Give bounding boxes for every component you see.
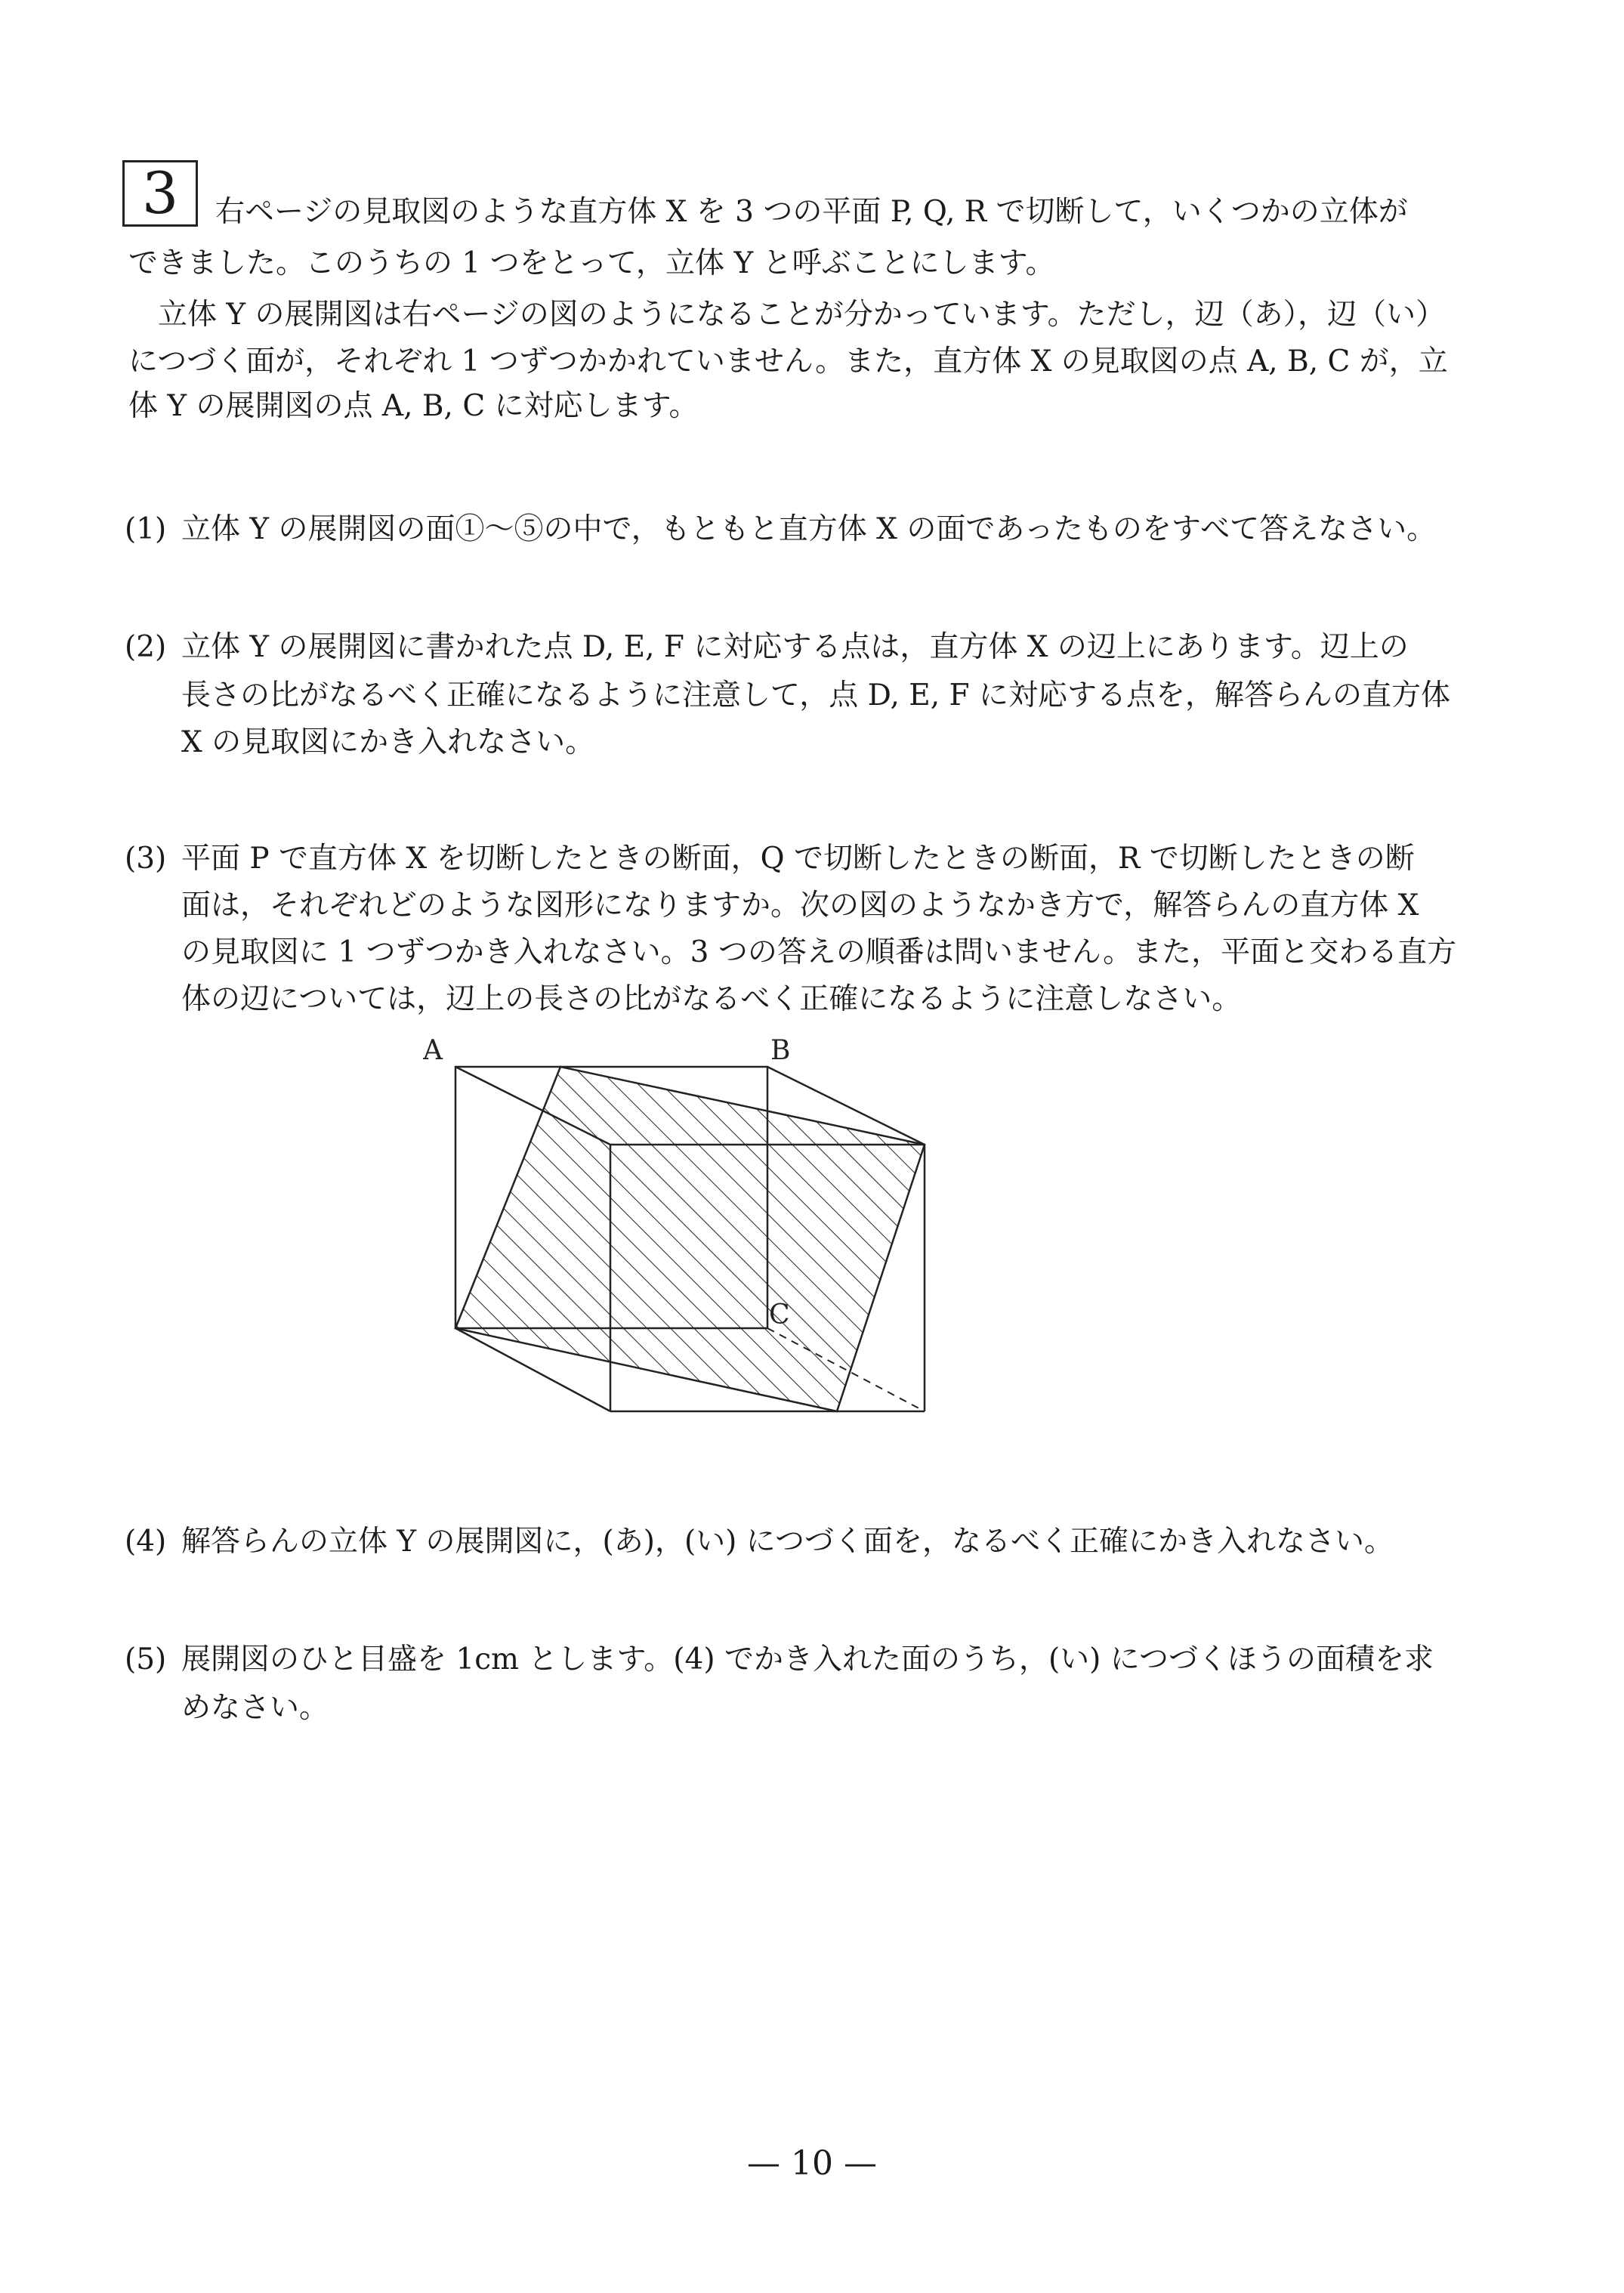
question-3-line-1: 平面 P で直方体 X を切断したときの断面，Q で切断したときの断面，R で切断したときの断 — [181, 842, 1415, 876]
point-a-label: A — [423, 1039, 443, 1066]
question-1-text: 立体 Y の展開図の面①～⑤の中で，もともと直方体 X の面であったものをすべて答えなさい。 — [181, 512, 1437, 546]
example-cuboid-figure — [423, 1039, 952, 1447]
point-b-label: B — [770, 1039, 791, 1066]
question-4-text: 解答らんの立体 Y の展開図に，(あ)，(い) につづく面を，なるべく正確にかき入れなさい。 — [181, 1525, 1394, 1559]
question-3-line-4: 体の辺については，辺上の長さの比がなるべく正確になるように注意しなさい。 — [181, 982, 1242, 1016]
question-3-label: (3) — [125, 842, 167, 876]
intro-line-2: できました。このうちの 1 つをとって，立体 Y と呼ぶことにします。 — [128, 246, 1055, 280]
question-5-line-2: めなさい。 — [181, 1691, 329, 1725]
question-5-line-1: 展開図のひと目盛を 1cm とします。(4) でかき入れた面のうち，(い) につづくほうの面積を求 — [181, 1642, 1434, 1676]
intro-line-3: 立体 Y の展開図は右ページの図のようになることが分かっています。ただし，辺（あ），辺（い） — [128, 298, 1446, 332]
question-2-label: (2) — [125, 630, 167, 664]
cross-section-hatched — [455, 1067, 925, 1411]
question-5-label: (5) — [125, 1642, 167, 1676]
intro-line-5: 体 Y の展開図の点 A, B, C に対応します。 — [128, 389, 699, 423]
intro-line-4: につづく面が，それぞれ 1 つずつかかれていません。また，直方体 X の見取図の点 A, B, C が，立 — [128, 345, 1448, 379]
question-3-line-2: 面は，それぞれどのような図形になりますか。次の図のようなかき方で，解答らんの直方体 X — [181, 888, 1419, 922]
question-2-line-2: 長さの比がなるべく正確になるように注意して，点 D, E, F に対応する点を，解答らんの直方体 — [181, 678, 1451, 712]
problem-number-box: 3 — [122, 160, 198, 227]
intro-line-1: 右ページの見取図のような直方体 X を 3 つの平面 P, Q, R で切断して，いくつかの立体が — [215, 195, 1408, 229]
question-1-label: (1) — [125, 512, 167, 546]
question-2-line-1: 立体 Y の展開図に書かれた点 D, E, F に対応する点は，直方体 X の辺上にあります。辺上の — [181, 630, 1409, 664]
page-number: — 10 — — [747, 2144, 877, 2183]
question-3-line-3: の見取図に 1 つずつかき入れなさい。3 つの答えの順番は問いません。また，平面と交わる直方 — [181, 935, 1457, 969]
question-4-label: (4) — [125, 1525, 167, 1559]
point-c-label: C — [769, 1299, 790, 1330]
question-2-line-3: X の見取図にかき入れなさい。 — [181, 725, 595, 759]
